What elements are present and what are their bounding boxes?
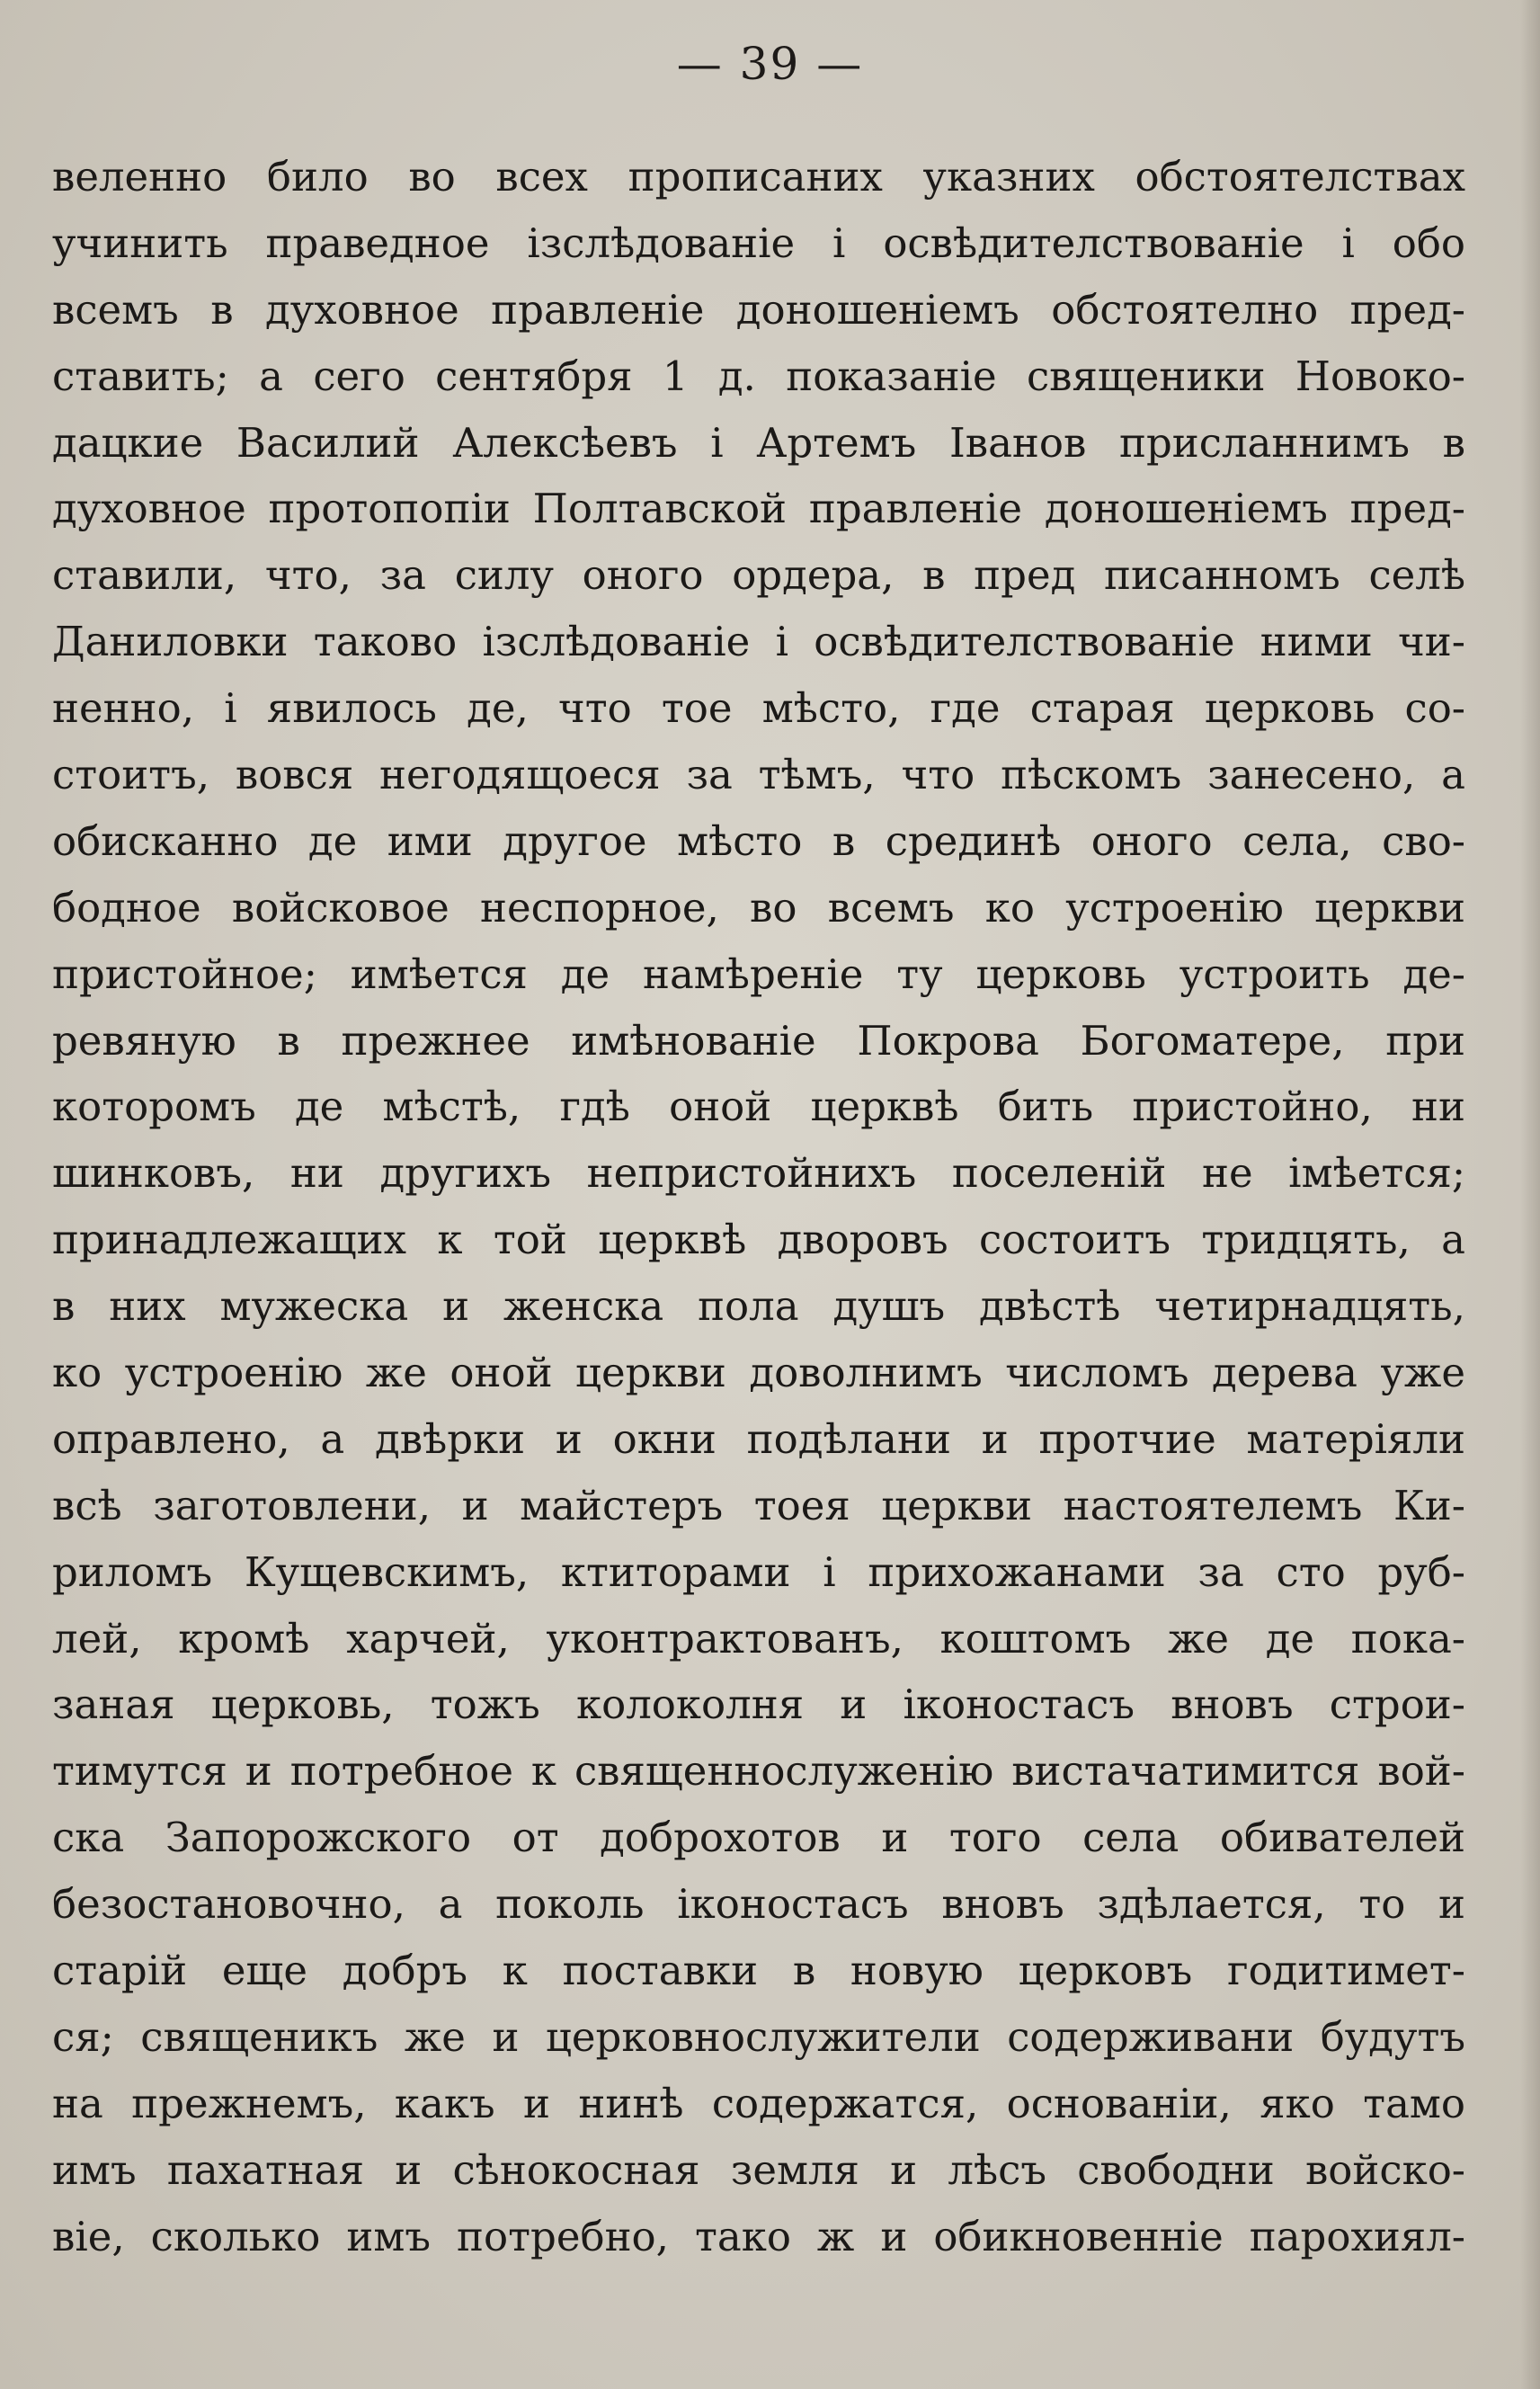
text-line: ставили, что, за силу оного ордера, в пред писанномъ селѣ [52, 551, 1465, 600]
text-line: ся; священикъ же и церковнослужители содерживани будутъ [52, 2012, 1465, 2061]
text-line: пристойное; имѣется де намѣреніе ту церковь устроить де- [52, 949, 1465, 998]
text-line: имъ пахатная и сѣнокосная земля и лѣсъ свободни войско- [52, 2145, 1465, 2194]
page-edge-shadow [1520, 0, 1540, 2389]
text-line: всемъ в духовное правленіе доношеніемъ обстоятелно пред- [52, 285, 1465, 334]
text-line: дацкие Василий Алексѣевъ і Артемъ Іванов присланнимъ в [52, 418, 1465, 467]
text-line: которомъ де мѣстѣ, гдѣ оной церквѣ бить пристойно, ни [52, 1083, 1465, 1131]
text-line: лей, кромѣ харчей, уконтрактованъ, коштомъ же де пока- [52, 1614, 1465, 1662]
text-line: безостановочно, а поколь іконостасъ вновъ здѣлается, то и [52, 1880, 1465, 1929]
text-line: оправлено, а двѣрки и окни подѣлани и протчие матеріяли [52, 1414, 1465, 1463]
text-line: в них мужеска и женска пола душъ двѣстѣ четирнадцять, [52, 1282, 1465, 1331]
text-line: старій еще добръ к поставки в новую церковъ годитимет- [52, 1947, 1465, 1995]
text-line: ненно, і явилось де, что тое мѣсто, где старая церковь со- [52, 684, 1465, 733]
text-line: ска Запорожского от доброхотов и того села обивателей [52, 1814, 1465, 1862]
text-line: риломъ Кущевскимъ, ктиторами і прихожанами за сто руб- [52, 1547, 1465, 1596]
text-line: ставить; а сего сентября 1 д. показаніе священики Новоко- [52, 352, 1465, 400]
page-number: — 39 — [676, 38, 864, 90]
text-line: всѣ заготовлени, и майстеръ тоея церкви настоятелемъ Ки- [52, 1481, 1465, 1529]
text-line: бодное войсковое неспорное, во всемъ ко устроенію церкви [52, 883, 1465, 932]
text-line: стоитъ, вовся негодящоеся за тѣмъ, что пѣскомъ занесено, а [52, 751, 1465, 799]
text-line: принадлежащих к той церквѣ дворовъ состоитъ тридцять, а [52, 1216, 1465, 1264]
text-line: тимутся и потребное к священнослуженію вистачатимится вой- [52, 1747, 1465, 1796]
body-text [52, 144, 1465, 2270]
text-line: заная церковь, тожъ колоколня и іконостасъ вновъ строи- [52, 1680, 1465, 1729]
text-line: ревяную в прежнее имѣнованіе Покрова Богоматере, при [52, 1016, 1465, 1065]
text-line: на прежнемъ, какъ и нинѣ содержатся, основаніи, яко тамо [52, 2079, 1465, 2127]
text-line: Даниловки таково ізслѣдованіе і освѣдителствованіе ними чи- [52, 618, 1465, 666]
text-line: веленно било во всех прописаних указних обстоятелствах [52, 153, 1465, 201]
text-line: віе, сколько имъ потребно, тако ж и обикновенніе парохиял- [52, 2212, 1465, 2260]
text-line: обисканно де ими другое мѣсто в срединѣ оного села, сво- [52, 816, 1465, 865]
text-line: ко устроенію же оной церкви доволнимъ числомъ дерева уже [52, 1349, 1465, 1397]
text-line: учинить праведное ізслѣдованіе і освѣдителствованіе і обо [52, 218, 1465, 267]
text-line: шинковъ, ни другихъ непристойнихъ поселеній не імѣется; [52, 1149, 1465, 1198]
text-line: духовное протопопіи Полтавской правленіе доношеніемъ пред- [52, 485, 1465, 533]
